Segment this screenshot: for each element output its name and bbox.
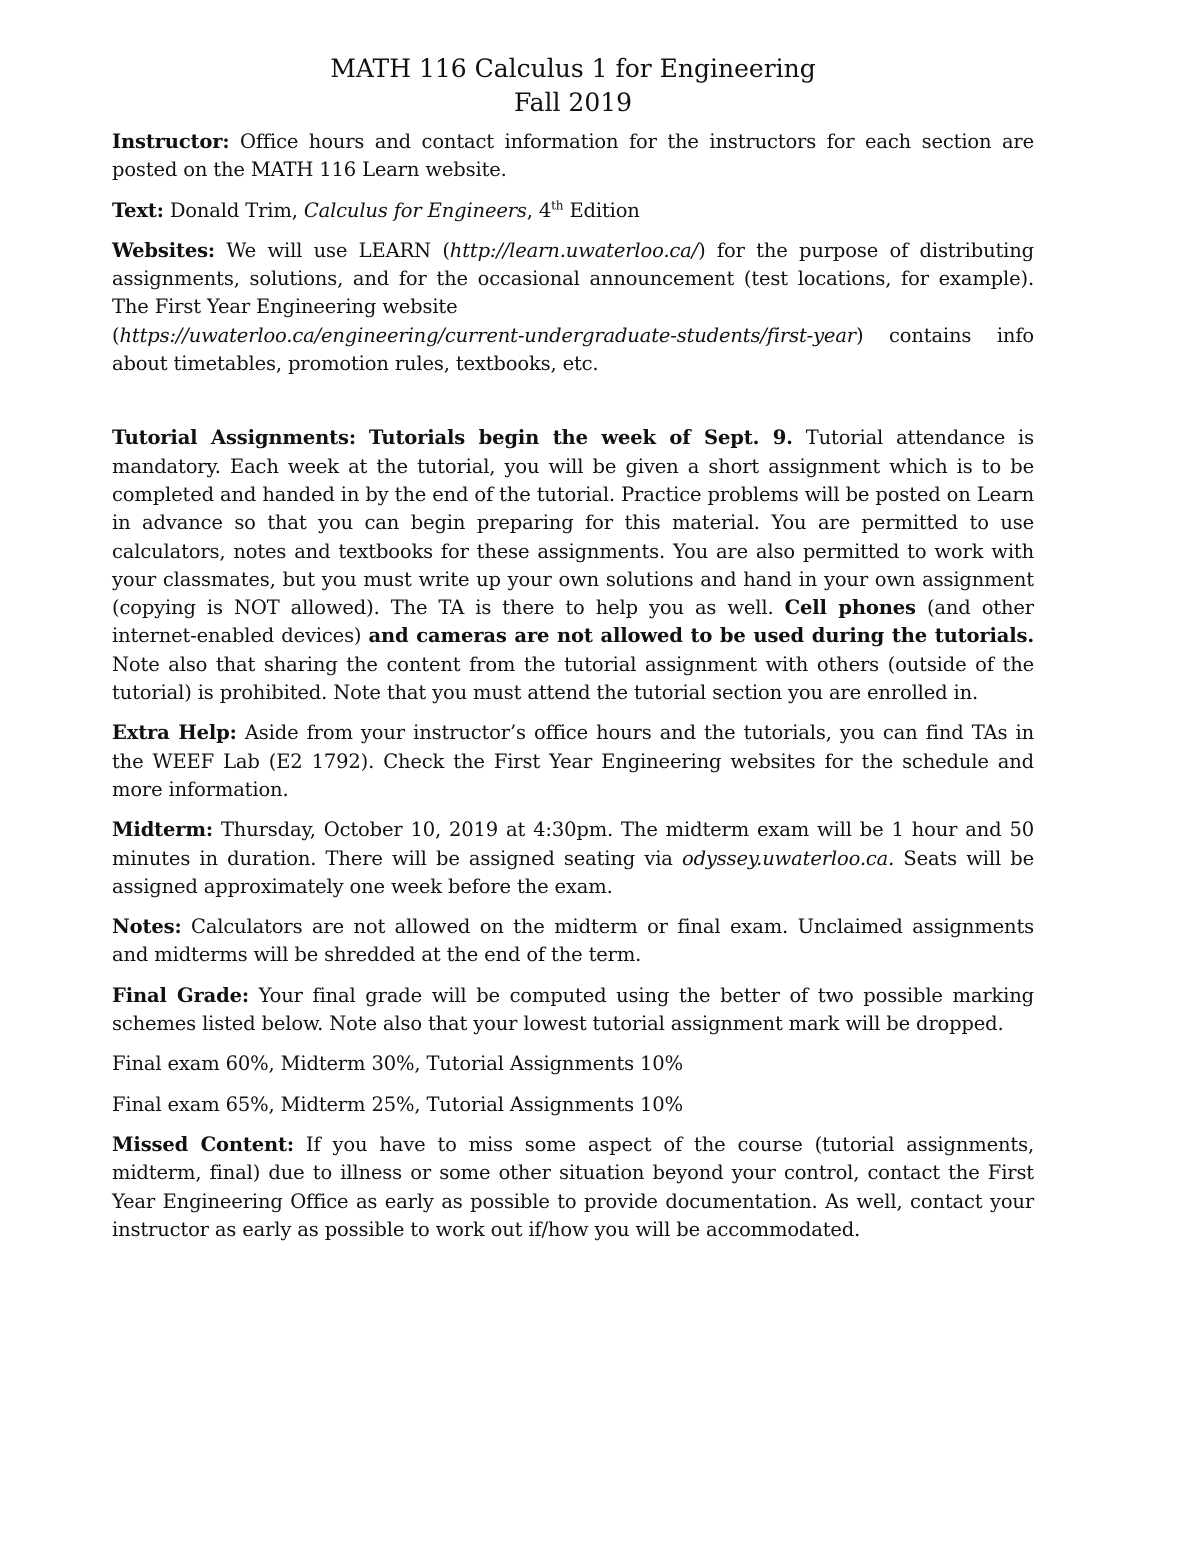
websites-text-2: ) for the purpose of distributing assignments, solutions, and for the occasional announcement (test locations, for example). The First Year Engineering website bbox=[112, 238, 1034, 319]
marking-scheme-2: Final exam 65%, Midterm 25%, Tutorial Assignments 10% bbox=[112, 1092, 683, 1116]
text-author: Donald Trim, bbox=[169, 198, 298, 222]
final-grade-text: Your final grade will be computed using the better of two possible marking schemes listed below. Note also that your lowest tutorial assignment mark will be dropped. bbox=[112, 983, 1034, 1036]
final-grade-section bbox=[112, 982, 1034, 1039]
midterm-label: Midterm: bbox=[112, 818, 213, 842]
final-grade-label: Final Grade: bbox=[112, 983, 249, 1007]
websites-paren-open: ( bbox=[112, 323, 120, 347]
notes-text: Calculators are not allowed on the midterm or final exam. Unclaimed assignments and midterms will be shredded at the end of the term. bbox=[112, 915, 1034, 967]
text-edition-word: Edition bbox=[569, 198, 640, 222]
course-title: MATH 116 Calculus 1 for Engineering bbox=[330, 54, 816, 83]
websites-label: Websites: bbox=[112, 238, 215, 262]
midterm-text-2: Seats will be assigned approximately one week before the exam. bbox=[112, 846, 1034, 898]
document-header bbox=[112, 52, 1034, 120]
tutorial-text-2: (and other internet-enabled devices) bbox=[112, 596, 1034, 648]
notes-section bbox=[112, 913, 1034, 970]
text-section bbox=[112, 197, 1034, 225]
first-year-link[interactable]: https://uwaterloo.ca/engineering/current-undergraduate-students/first-year bbox=[119, 323, 856, 347]
text-edition-superscript: th bbox=[551, 198, 564, 213]
tutorial-start-notice: Tutorials begin the week of Sept. 9. bbox=[368, 426, 793, 450]
text-book-title: Calculus for Engineers bbox=[303, 198, 527, 222]
missed-content-text: If you have to miss some aspect of the course (tutorial assignments, midterm, final) due to illness or some other situation beyond your control, contact the First Year Engineering Office as early as possible to provide documentation. As well, contact your instructor as early as possible to work out if/how you will be accommodated. bbox=[112, 1132, 1034, 1241]
document-page bbox=[112, 52, 1034, 1256]
text-edition-number: , 4 bbox=[526, 198, 552, 222]
websites-text-3: ) contains info about timetables, promotion rules, textbooks, etc. bbox=[112, 323, 1034, 376]
extra-help-label: Extra Help: bbox=[112, 721, 237, 745]
tutorial-text-3: Note also that sharing the content from the tutorial assignment with others (outside of the tutorial) is prohibited. Note that you must attend the tutorial section you are enrolled in. bbox=[112, 652, 1034, 705]
midterm-section bbox=[112, 816, 1034, 901]
extra-help-text: Aside from your instructor’s office hours and the tutorials, you can find TAs in the WEEF Lab (E2 1792). Check the First Year Engineering websites for the schedule and more information. bbox=[112, 721, 1034, 801]
learn-link[interactable]: http://learn.uwaterloo.ca/ bbox=[449, 238, 699, 262]
course-term: Fall 2019 bbox=[513, 88, 633, 117]
websites-section bbox=[112, 237, 1034, 378]
tutorial-text-1: Tutorial attendance is mandatory. Each week at the tutorial, you will be given a short assignment which is to be completed and handed in by the end of the tutorial. Practice problems will be posted on Learn in advance so that you can begin preparing for this material. You are permitted to use calculators, notes and textbooks for these assignments. You are also permitted to work with your classmates, but you must write up your own solutions and hand in your own assignment (copying is NOT allowed). The TA is there to help you as well. bbox=[112, 426, 1034, 620]
text-label: Text: bbox=[112, 198, 164, 222]
instructor-text: Office hours and contact information for the instructors for each section are posted on the MATH 116 Learn website. bbox=[112, 130, 1034, 182]
marking-scheme-1: Final exam 60%, Midterm 30%, Tutorial Assignments 10% bbox=[112, 1052, 683, 1076]
extra-help-section bbox=[112, 719, 1034, 804]
missed-content-section bbox=[112, 1131, 1034, 1244]
tutorial-section bbox=[112, 424, 1034, 707]
missed-content-label: Missed Content: bbox=[112, 1132, 294, 1156]
tutorial-cameras-notice: and cameras are not allowed to be used during the tutorials. bbox=[368, 624, 1034, 648]
instructor-section bbox=[112, 128, 1034, 185]
tutorial-phones-notice: Cell phones bbox=[784, 596, 916, 620]
instructor-label: Instructor: bbox=[112, 130, 230, 153]
tutorial-label: Tutorial Assignments: bbox=[112, 426, 356, 450]
midterm-text-1: Thursday, October 10, 2019 at 4:30pm. The midterm exam will be 1 hour and 50 minutes in duration. There will be assigned seating via bbox=[112, 818, 1034, 870]
notes-label: Notes: bbox=[112, 915, 182, 939]
websites-text-1: We will use LEARN ( bbox=[226, 238, 450, 262]
odyssey-link[interactable]: odyssey.uwaterloo.ca. bbox=[682, 846, 895, 870]
